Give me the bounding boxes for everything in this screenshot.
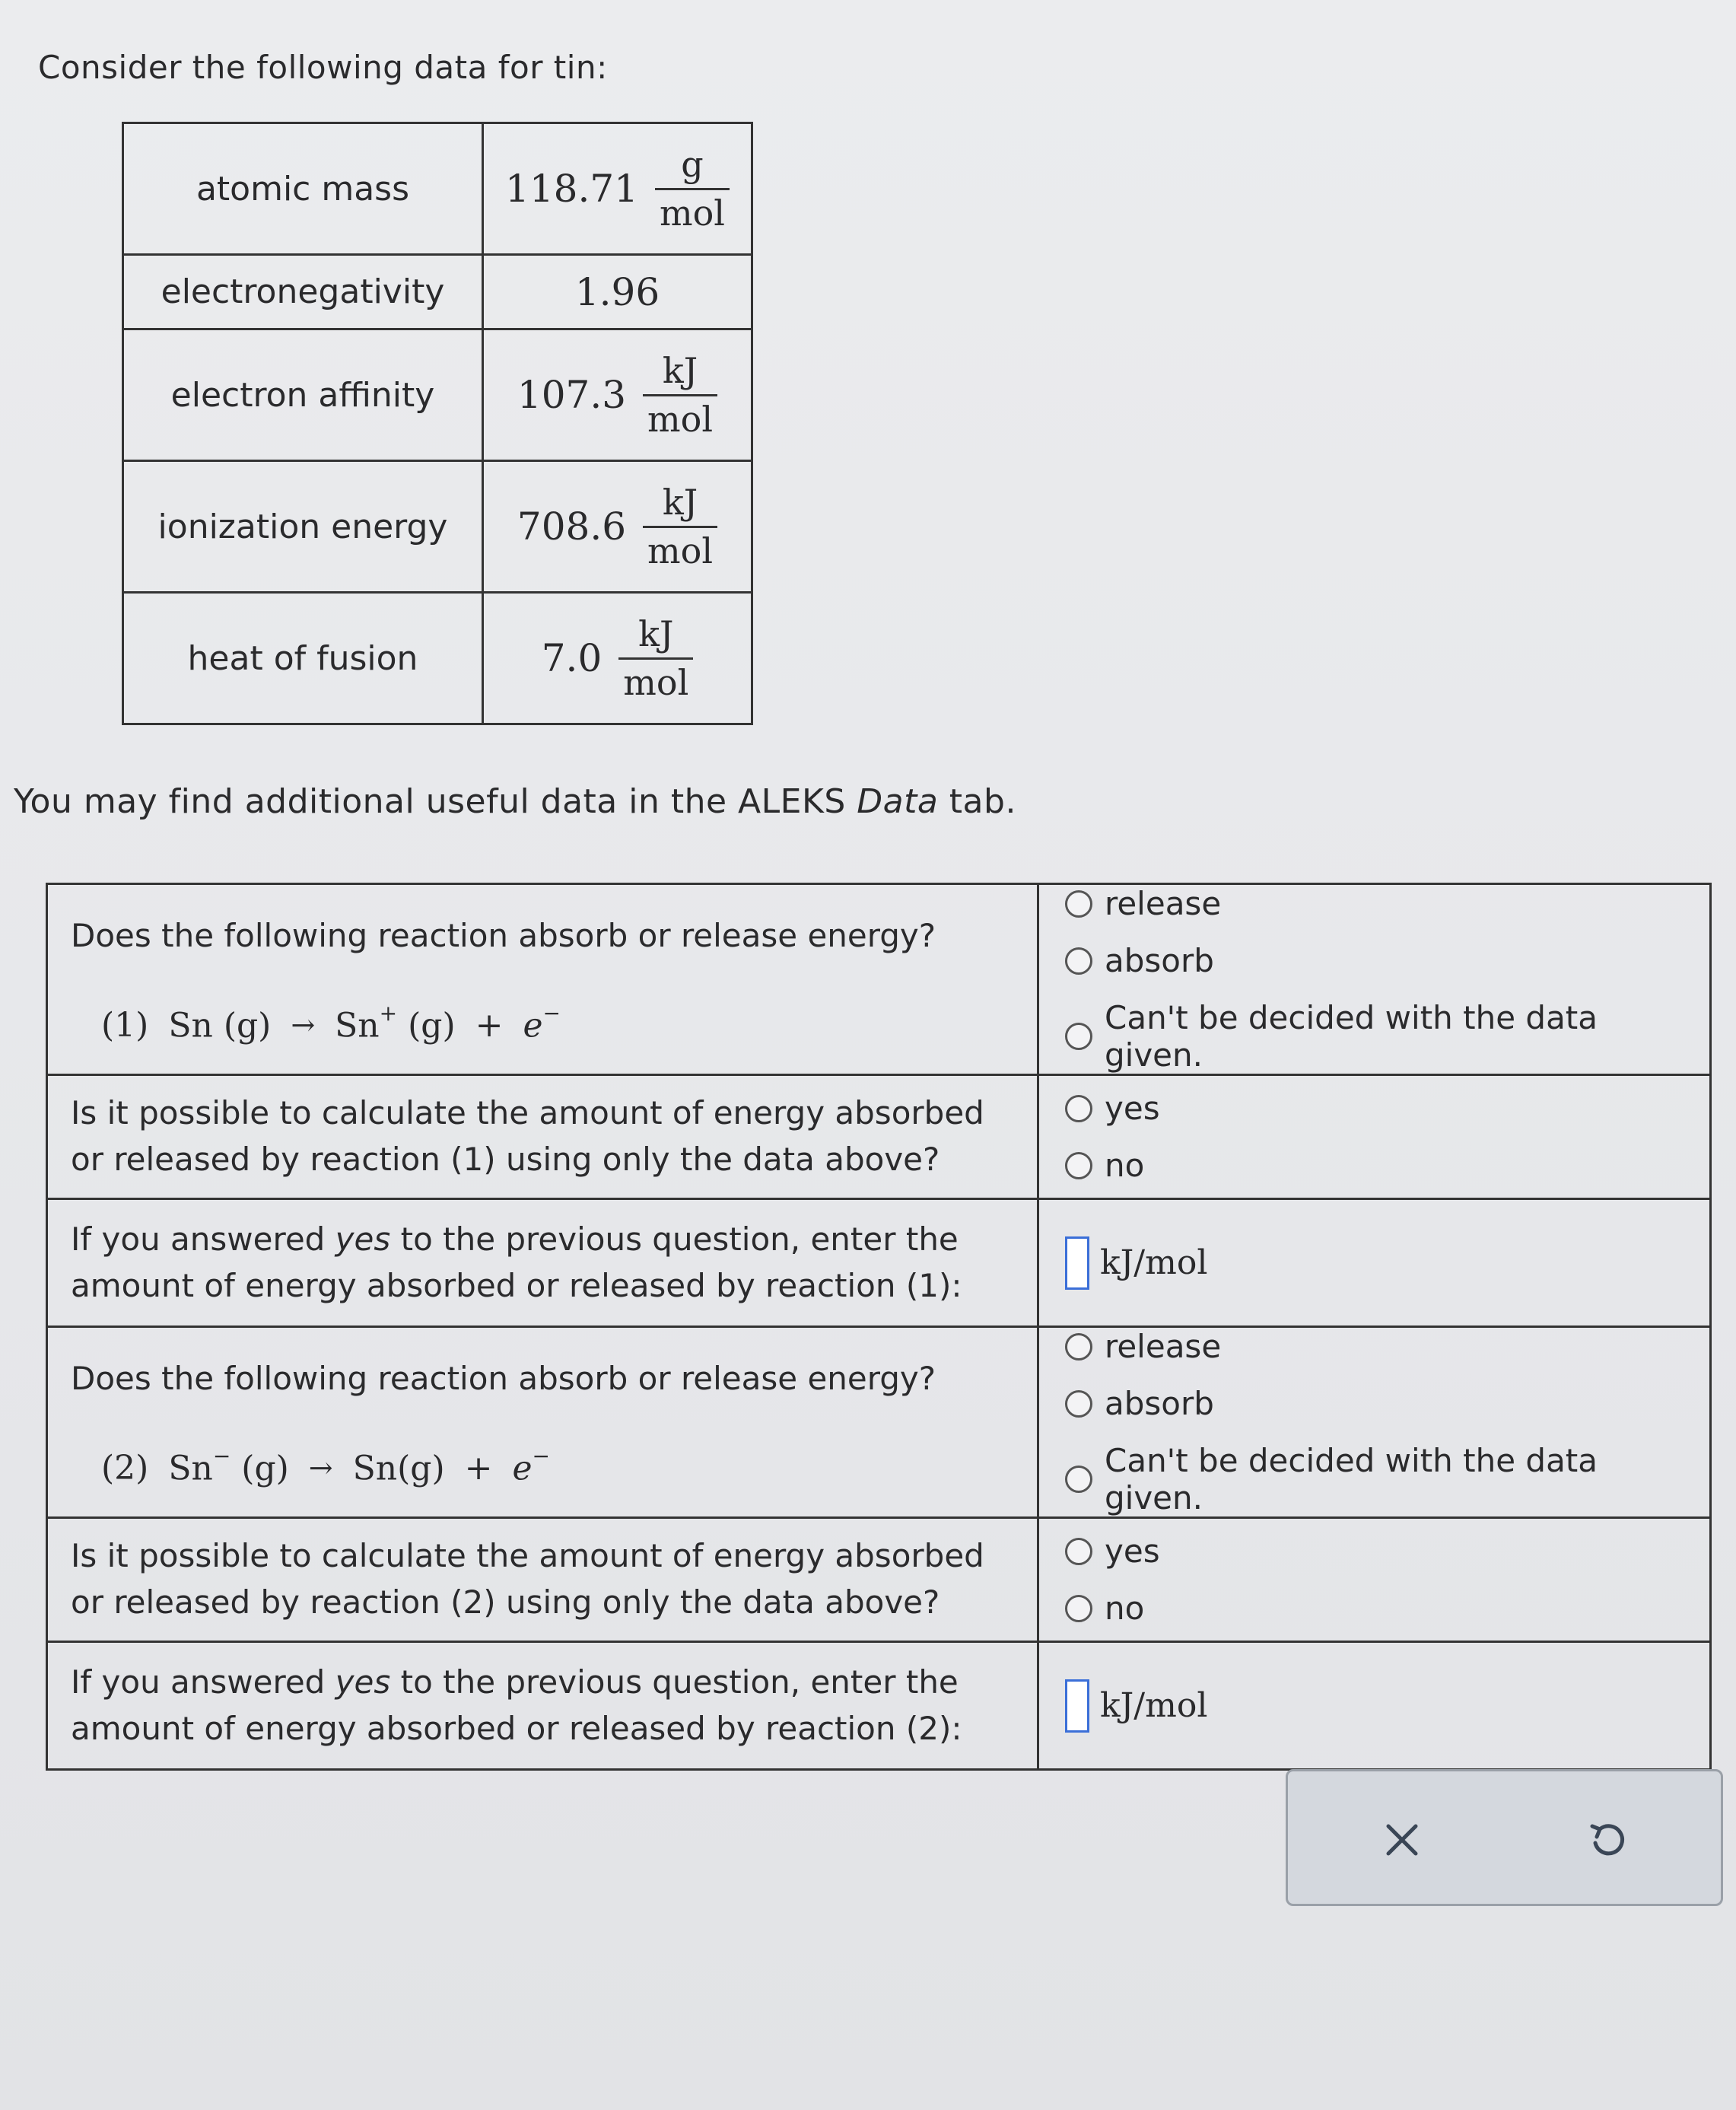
reaction-arrow: → (291, 1008, 316, 1042)
question-row-5 (47, 1518, 1711, 1642)
option-release[interactable] (1065, 1328, 1687, 1365)
radio-button[interactable] (1065, 890, 1092, 918)
unit-fraction (655, 145, 730, 234)
unit-denominator: mol (659, 192, 725, 234)
question-text-line2: amount of energy absorbed or released by reaction (1): (71, 1266, 962, 1304)
action-panel (1286, 1769, 1723, 1906)
question-text-line1: Is it possible to calculate the amount of energy absorbed (71, 1537, 984, 1575)
electron (512, 1443, 550, 1488)
question-text-line2: amount of energy absorbed or released by reaction (2): (71, 1709, 962, 1747)
row-label: heat of fusion (123, 593, 483, 724)
unit-fraction (643, 482, 717, 571)
electron-charge: − (542, 1001, 561, 1026)
answer-entry (1038, 1642, 1711, 1770)
electron-symbol: e (523, 1006, 543, 1045)
value-number: 118.71 (505, 167, 638, 211)
row-label: atomic mass (123, 123, 483, 255)
product-phase: (g) (408, 1006, 456, 1045)
option-no[interactable] (1065, 1590, 1687, 1627)
table-row (123, 329, 752, 461)
product (335, 1001, 456, 1045)
option-absorb[interactable] (1065, 1385, 1687, 1422)
radio-button[interactable] (1065, 1152, 1092, 1179)
reactant-symbol: Sn (168, 1006, 213, 1045)
question-prompt (47, 1642, 1038, 1770)
question-text-line2: or released by reaction (2) using only the data above? (71, 1583, 940, 1621)
value-number: 1.96 (574, 269, 660, 314)
radio-button[interactable] (1065, 1466, 1092, 1493)
row-value (483, 123, 752, 255)
unit-numerator: kJ (618, 614, 693, 660)
radio-button[interactable] (1065, 1538, 1092, 1565)
product (353, 1448, 445, 1488)
reaction-number: (1) (101, 1005, 149, 1045)
option-label: absorb (1105, 1385, 1214, 1422)
reaction-equation-1 (101, 1001, 1014, 1045)
unit-label: kJ/mol (1100, 1686, 1208, 1725)
hint-before: You may find additional useful data in the ALEKS (14, 782, 857, 821)
row-value (483, 255, 752, 329)
reactant (168, 1443, 289, 1488)
option-label: yes (1105, 1532, 1160, 1570)
question-prompt (47, 884, 1038, 1075)
option-yes[interactable] (1065, 1532, 1687, 1570)
energy-input-1[interactable] (1065, 1236, 1089, 1290)
option-label: no (1105, 1147, 1145, 1184)
row-label: ionization energy (123, 461, 483, 593)
answer-options (1038, 884, 1711, 1075)
row-value (483, 329, 752, 461)
hint-text (14, 782, 1016, 821)
clear-button[interactable] (1372, 1809, 1432, 1870)
question-prompt (47, 1199, 1038, 1327)
text-emphasis: yes (335, 1220, 391, 1258)
option-label: release (1105, 1328, 1222, 1365)
row-label: electronegativity (123, 255, 483, 329)
electron-charge: − (532, 1443, 550, 1469)
reaction-equation-2 (101, 1443, 1014, 1488)
option-label: Can't be decided with the data given. (1105, 1442, 1598, 1516)
option-label: absorb (1105, 942, 1214, 979)
text-emphasis: yes (335, 1663, 391, 1701)
unit-fraction (643, 351, 717, 440)
option-label: no (1105, 1590, 1145, 1627)
radio-button[interactable] (1065, 947, 1092, 975)
question-table (46, 883, 1712, 1771)
question-text-line1 (71, 1217, 1014, 1263)
table-row (123, 123, 752, 255)
question-row-4 (47, 1327, 1711, 1518)
plus-sign: + (475, 1005, 504, 1045)
text-fragment: If you answered (71, 1220, 335, 1258)
option-label: yes (1105, 1090, 1160, 1127)
question-row-3 (47, 1199, 1711, 1327)
question-row-1 (47, 884, 1711, 1075)
row-label: electron affinity (123, 329, 483, 461)
table-row (123, 461, 752, 593)
unit-numerator: kJ (643, 482, 717, 528)
option-yes[interactable] (1065, 1090, 1687, 1127)
question-text: Does the following reaction absorb or release energy? (71, 917, 936, 955)
question-text-line1 (71, 1660, 1014, 1706)
table-row (123, 593, 752, 724)
question-row-2 (47, 1075, 1711, 1199)
answer-entry (1038, 1199, 1711, 1327)
electron (523, 1001, 561, 1045)
unit-denominator: mol (647, 530, 714, 571)
question-prompt (47, 1518, 1038, 1642)
value-number: 708.6 (517, 504, 627, 549)
question-text-line1: Is it possible to calculate the amount of energy absorbed (71, 1094, 984, 1132)
option-label: Can't be decided with the data given. (1105, 999, 1598, 1074)
undo-button[interactable] (1577, 1809, 1638, 1870)
intro-text: Consider the following data for tin: (38, 49, 608, 86)
electron-symbol: e (512, 1449, 533, 1488)
reaction-arrow: → (308, 1451, 333, 1485)
answer-options (1038, 1518, 1711, 1642)
hint-after: tab. (938, 782, 1016, 821)
unit-denominator: mol (623, 661, 689, 703)
text-fragment: to the previous question, enter the (390, 1220, 959, 1258)
question-text: Does the following reaction absorb or release energy? (71, 1360, 936, 1398)
energy-input-2[interactable] (1065, 1679, 1089, 1733)
question-prompt (47, 1327, 1038, 1518)
product-charge: + (379, 1001, 398, 1026)
reactant-charge: − (212, 1443, 231, 1469)
unit-label: kJ/mol (1100, 1243, 1208, 1282)
plus-sign: + (464, 1448, 493, 1488)
option-cant-decide[interactable] (1065, 1442, 1687, 1516)
option-label: release (1105, 885, 1222, 922)
radio-button[interactable] (1065, 1595, 1092, 1622)
row-value (483, 593, 752, 724)
answer-options (1038, 1075, 1711, 1199)
value-number: 7.0 (541, 636, 603, 680)
tin-data-table (122, 122, 753, 725)
undo-icon (1586, 1819, 1629, 1861)
reactant-symbol: Sn (168, 1449, 213, 1488)
question-text-line2: or released by reaction (1) using only the data above? (71, 1141, 940, 1178)
option-absorb[interactable] (1065, 942, 1687, 979)
question-row-6 (47, 1642, 1711, 1770)
product-phase: (g) (397, 1449, 445, 1488)
unit-denominator: mol (647, 398, 714, 440)
option-cant-decide[interactable] (1065, 999, 1687, 1074)
x-icon (1384, 1822, 1420, 1858)
product-symbol: Sn (352, 1449, 398, 1488)
reactant-phase: (g) (223, 1006, 272, 1045)
unit-fraction (618, 614, 693, 703)
unit-numerator: g (655, 145, 730, 190)
data-tab-reference: Data (857, 782, 939, 821)
row-value (483, 461, 752, 593)
radio-button[interactable] (1065, 1390, 1092, 1418)
reaction-number: (2) (101, 1448, 149, 1488)
radio-button[interactable] (1065, 1095, 1092, 1122)
unit-numerator: kJ (643, 351, 717, 396)
value-number: 107.3 (517, 373, 627, 417)
question-prompt (47, 1075, 1038, 1199)
radio-button[interactable] (1065, 1333, 1092, 1361)
option-release[interactable] (1065, 885, 1687, 922)
text-fragment: to the previous question, enter the (390, 1663, 959, 1701)
reactant (168, 1005, 271, 1045)
reactant-phase: (g) (241, 1449, 289, 1488)
radio-button[interactable] (1065, 1023, 1092, 1050)
table-row (123, 255, 752, 329)
text-fragment: If you answered (71, 1663, 335, 1701)
answer-options (1038, 1327, 1711, 1518)
product-symbol: Sn (335, 1006, 380, 1045)
option-no[interactable] (1065, 1147, 1687, 1184)
